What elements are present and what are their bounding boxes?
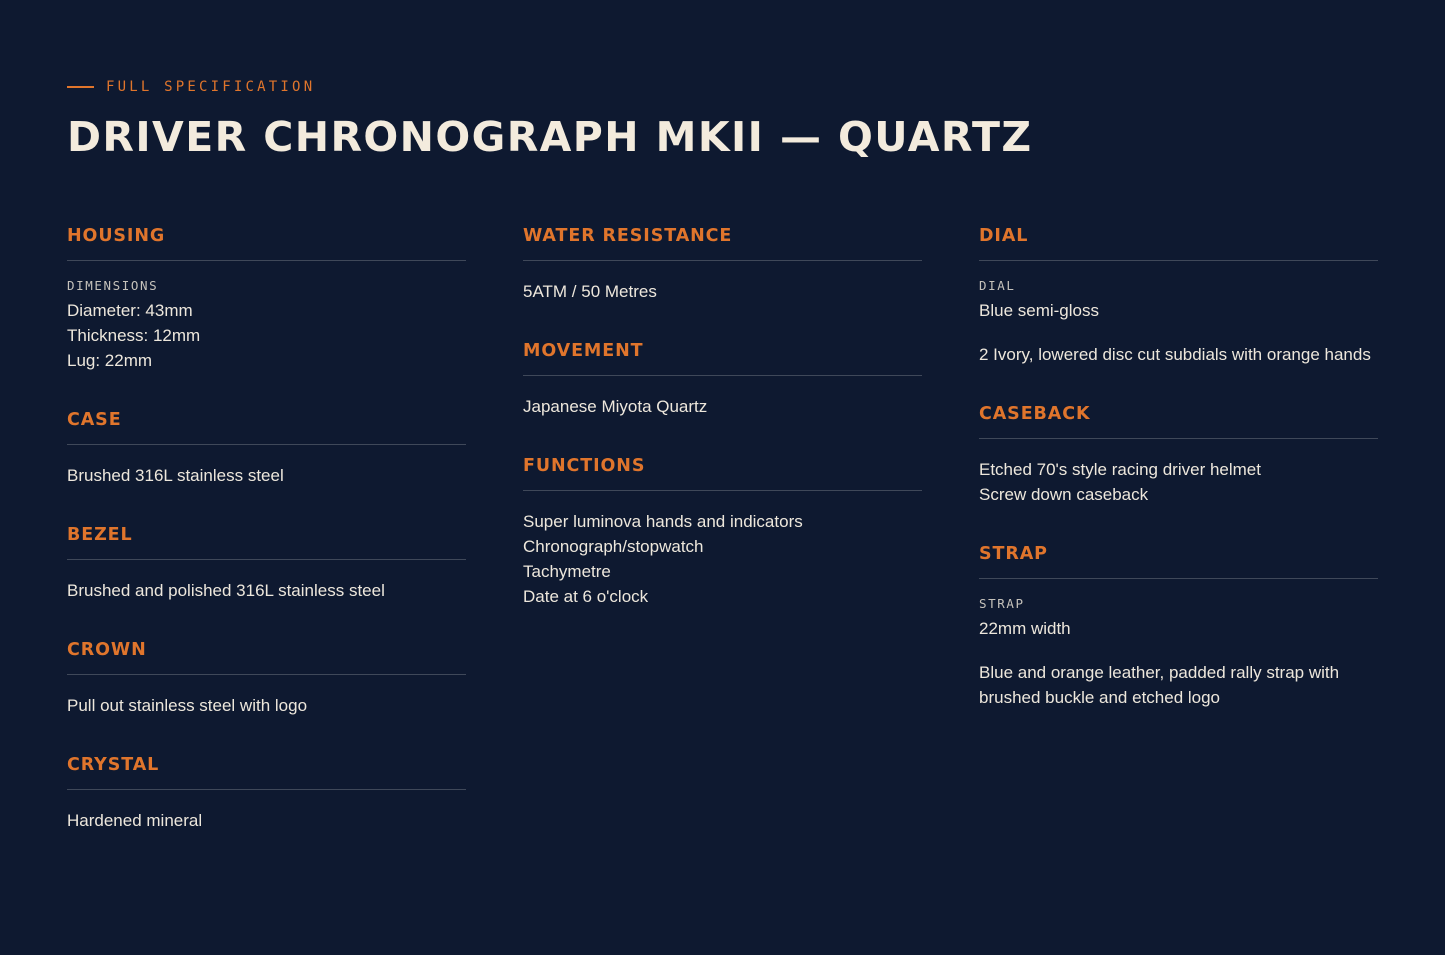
section-title-crystal: CRYSTAL: [67, 753, 466, 790]
spec-section-housing: [67, 224, 466, 408]
section-body-water-resistance: [523, 261, 922, 339]
spec-section-crown: [67, 638, 466, 753]
section-title-case: CASE: [67, 408, 466, 445]
spec-line-lug: Lug: 22mm: [67, 351, 153, 370]
spec-line-tachymetre: Tachymetre: [523, 562, 611, 581]
section-body-case: [67, 445, 466, 523]
section-title-caseback: CASEBACK: [979, 402, 1378, 439]
page-title: DRIVER CHRONOGRAPH MKII — QUARTZ: [67, 113, 1033, 161]
section-body-crown: [67, 675, 466, 753]
spec-column-2: [523, 224, 922, 644]
section-body-housing: [67, 261, 466, 408]
spec-section-movement: [523, 339, 922, 454]
sublabel-dimensions: DIMENSIONS: [67, 278, 159, 293]
section-body-strap: [979, 579, 1378, 745]
spec-line-chronograph: Chronograph/stopwatch: [523, 537, 704, 556]
spec-section-dial: [979, 224, 1378, 402]
spec-line-strap-width: 22mm width: [979, 619, 1071, 638]
spec-section-bezel: [67, 523, 466, 638]
spec-line-diameter: Diameter: 43mm: [67, 301, 193, 320]
spec-column-3: [979, 224, 1378, 745]
section-body-functions: [523, 491, 922, 644]
section-title-water-resistance: WATER RESISTANCE: [523, 224, 922, 261]
spec-line-crystal-type: Hardened mineral: [67, 811, 203, 830]
spec-line-caseback-etching: Etched 70's style racing driver helmet: [979, 460, 1261, 479]
spec-section-water-resistance: [523, 224, 922, 339]
section-title-crown: CROWN: [67, 638, 466, 675]
spec-section-crystal: [67, 753, 466, 868]
spec-line-caseback-type: Screw down caseback: [979, 485, 1149, 504]
spec-line-water-rating: 5ATM / 50 Metres: [523, 282, 657, 301]
spec-paragraph-subdials: 2 Ivory, lowered disc cut subdials with orange hands: [979, 345, 1371, 364]
spec-section-case: [67, 408, 466, 523]
section-body-crystal: [67, 790, 466, 868]
spec-section-strap: [979, 542, 1378, 745]
spec-paragraph-strap-description: Blue and orange leather, padded rally strap with brushed buckle and etched logo: [979, 663, 1340, 707]
spec-line-date: Date at 6 o'clock: [523, 587, 649, 606]
spec-line-luminova: Super luminova hands and indicators: [523, 512, 803, 531]
spec-line-case-material: Brushed 316L stainless steel: [67, 466, 284, 485]
sublabel-dial: DIAL: [979, 278, 1016, 293]
eyebrow: [67, 79, 315, 95]
section-title-dial: DIAL: [979, 224, 1378, 261]
section-title-strap: STRAP: [979, 542, 1378, 579]
section-title-housing: HOUSING: [67, 224, 466, 261]
sublabel-strap: STRAP: [979, 596, 1025, 611]
section-title-bezel: BEZEL: [67, 523, 466, 560]
section-body-bezel: [67, 560, 466, 638]
spec-line-bezel-material: Brushed and polished 316L stainless steel: [67, 581, 385, 600]
spec-column-1: [67, 224, 466, 868]
spec-line-thickness: Thickness: 12mm: [67, 326, 201, 345]
spec-line-crown-type: Pull out stainless steel with logo: [67, 696, 308, 715]
section-body-dial: [979, 261, 1378, 402]
section-body-movement: [523, 376, 922, 454]
spec-section-caseback: [979, 402, 1378, 542]
eyebrow-label: FULL SPECIFICATION: [106, 79, 316, 95]
section-title-functions: FUNCTIONS: [523, 454, 922, 491]
spec-line-dial-finish: Blue semi-gloss: [979, 301, 1099, 320]
spec-line-movement-type: Japanese Miyota Quartz: [523, 397, 708, 416]
section-body-caseback: [979, 439, 1378, 542]
spec-section-functions: [523, 454, 922, 644]
eyebrow-rule: [67, 86, 94, 88]
section-title-movement: MOVEMENT: [523, 339, 922, 376]
